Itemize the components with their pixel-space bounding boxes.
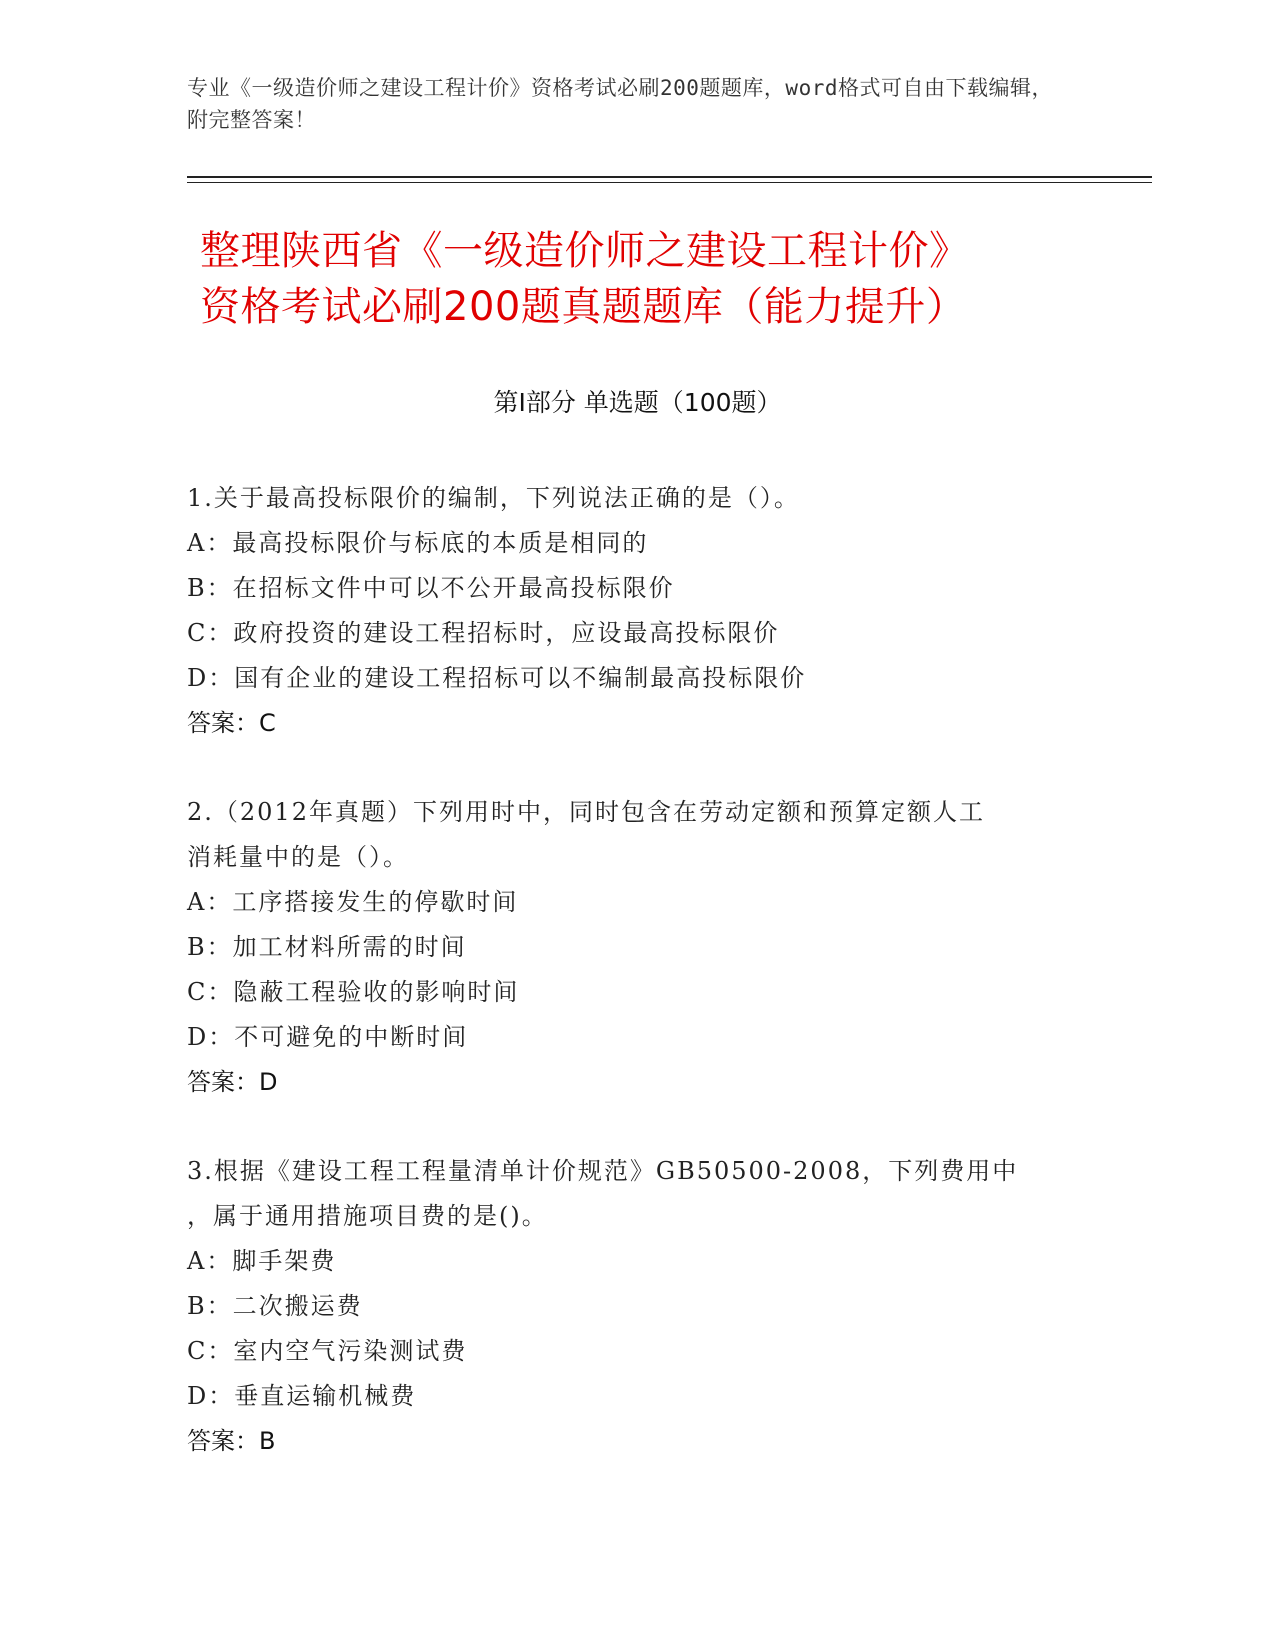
document-title-line-2: 资格考试必刷200题真题题库（能力提升）	[200, 284, 967, 330]
option-d: D：国有企业的建设工程招标可以不编制最高投标限价	[187, 664, 807, 692]
question-stem: 1.关于最高投标限价的编制，下列说法正确的是（）。	[187, 484, 800, 512]
page-header-note: 专业《一级造价师之建设工程计价》资格考试必刷200题题库，word格式可自由下载编辑，附完整答案！	[187, 76, 1053, 132]
question-stem-continued: ，属于通用措施项目费的是()。	[187, 1202, 548, 1230]
option-b: B：加工材料所需的时间	[187, 933, 467, 961]
document-title-line-1: 整理陕西省《一级造价师之建设工程计价》	[200, 228, 970, 274]
option-b: B：二次搬运费	[187, 1292, 363, 1320]
option-a: A：工序搭接发生的停歇时间	[187, 888, 519, 916]
option-c: C：室内空气污染测试费	[187, 1337, 468, 1365]
question-stem: 2.（2012年真题）下列用时中，同时包含在劳动定额和预算定额人工	[187, 798, 985, 826]
option-c: C：隐蔽工程验收的影响时间	[187, 978, 520, 1006]
question-1	[187, 476, 1067, 746]
answer: 答案：C	[187, 709, 276, 737]
answer: 答案：D	[187, 1068, 278, 1096]
question-stem-continued: 消耗量中的是（）。	[187, 843, 409, 871]
header-rule-thin	[187, 182, 1152, 183]
question-stem: 3.根据《建设工程工程量清单计价规范》GB50500-2008，下列费用中	[187, 1157, 1019, 1185]
question-3	[187, 1149, 1067, 1464]
option-a: A：脚手架费	[187, 1247, 337, 1275]
option-d: D：垂直运输机械费	[187, 1382, 417, 1410]
option-b: B：在招标文件中可以不公开最高投标限价	[187, 574, 675, 602]
option-a: A：最高投标限价与标底的本质是相同的	[187, 529, 649, 557]
section-heading: 第Ⅰ部分 单选题（100题）	[493, 388, 782, 417]
answer: 答案：B	[187, 1427, 276, 1455]
header-rule-thick	[187, 176, 1152, 178]
document-title	[200, 223, 1090, 335]
option-d: D：不可避免的中断时间	[187, 1023, 469, 1051]
question-2	[187, 790, 1067, 1105]
question-list	[187, 476, 1067, 1508]
option-c: C：政府投资的建设工程招标时，应设最高投标限价	[187, 619, 780, 647]
